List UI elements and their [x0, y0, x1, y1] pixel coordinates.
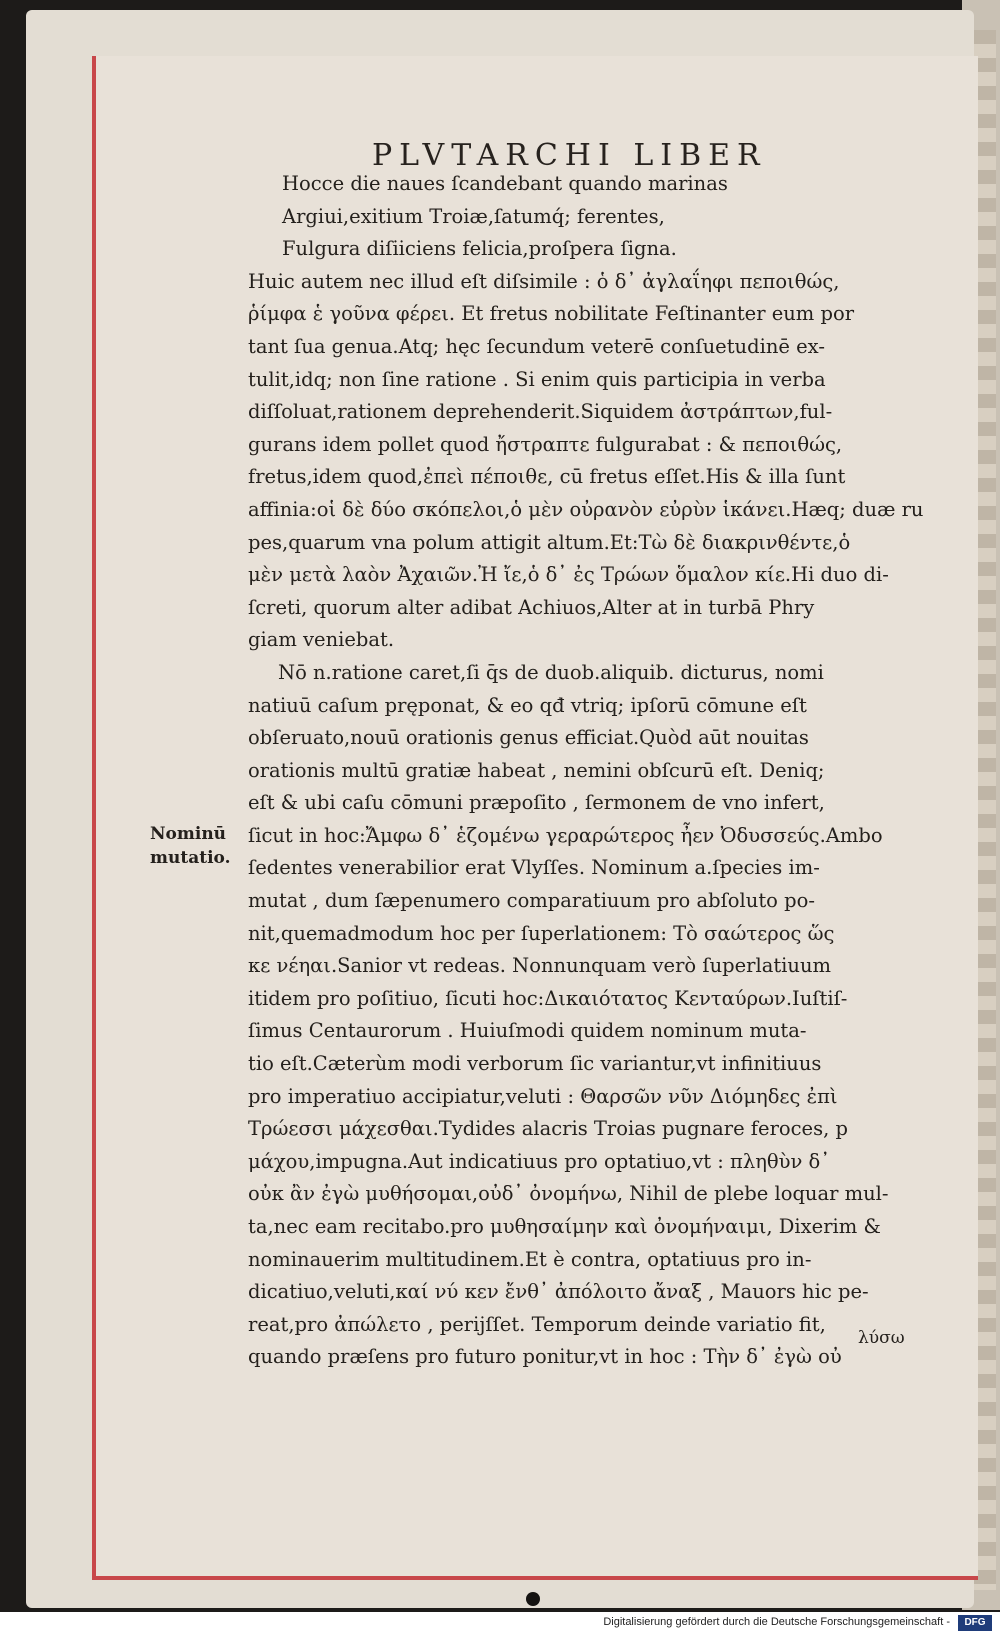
text-line: Nō n.ratione caret,ſi q̄s de duob.aliquib. dicturus, nomi: [278, 660, 824, 684]
text-line: pro imperatiuo accipiatur,veluti : Θαρσῶν νῦν Διόμηδες ἐπὶ: [248, 1084, 838, 1108]
text-line: reat,pro ἀπώλετο , perijſſet. Temporum deinde variatio fit,: [248, 1312, 826, 1336]
text-line: μὲν μετὰ λαὸν Ἀχαιῶν.Ἠ ἴε,ὁ δ᾽ ἐς Τρώων ὅμαλον κίε.Hi duo di-: [248, 563, 889, 587]
text-line: ſedentes venerabilior erat Vlyſſes. Nominum a.ſpecies im-: [248, 856, 820, 880]
text-line: itidem pro poſitiuo, ſicuti hoc:Δικαιότατος Κενταύρων.Iuſtiſ-: [248, 986, 848, 1010]
text-line: Argiui,exitium Troiæ,ſatumq́; ferentes,: [282, 204, 665, 228]
margin-note: [150, 822, 230, 870]
body-text: [248, 168, 924, 1374]
ink-dot: [526, 1592, 540, 1606]
text-line: affinia:οἱ δὲ δύο σκόπελοι,ὁ μὲν οὐρανὸν εὐρὺν ἱκάνει.Hæq; duæ ru: [248, 497, 924, 521]
text-line: οὐκ ἂν ἐγὼ μυθήσομαι,οὐδ᾽ ὀνομήνω, Nihil de plebe loquar mul-: [248, 1182, 889, 1206]
text-line: natiuū caſum pręponat, & eo qđ vtriq; ipſorū cōmune eſt: [248, 693, 807, 717]
text-line: quando præſens pro futuro ponitur,vt in hoc : Τὴν δ᾽ ἐγὼ οὐ: [248, 1345, 842, 1369]
text-line: ſcreti, quorum alter adibat Achiuos,Alter at in turbā Phry: [248, 595, 815, 619]
dfg-logo: DFG: [958, 1615, 992, 1631]
footer-bar: [0, 1612, 1000, 1636]
text-line: tulit,idq; non ſine ratione . Si enim quis participia in verba: [248, 367, 826, 391]
footer-credit: Digitalisierung gefördert durch die Deutsche Forschungsgemeinschaft -: [603, 1616, 950, 1628]
text-line: gurans idem pollet quod ἤστραπτε fulgurabat : & πεποιθώς,: [248, 432, 843, 456]
text-line: ſimus Centaurorum . Huiuſmodi quidem nominum muta-: [248, 1019, 807, 1043]
text-line: Huic autem nec illud eſt diſsimile : ὁ δ᾽ ἀγλαΐηφι πεποιθώς,: [248, 269, 840, 293]
text-line: ſicut in hoc:Ἄμφω δ᾽ ἑζομένω γεραρώτερος ἦεν Ὀδυσσεύς.Ambo: [248, 823, 883, 847]
text-line: fretus,idem quod,ἐπεὶ πέποιθε, cū fretus eſſet.His & illa ſunt: [248, 465, 846, 489]
margin-note-line: mutatio.: [150, 848, 231, 868]
text-line: Fulgura diſiiciens felicia,proſpera ſigna.: [282, 237, 677, 261]
text-line: mutat , dum ſæpenumero comparatiuum pro abſoluto po-: [248, 889, 815, 913]
running-head: PLVTARCHI LIBER: [372, 138, 767, 173]
text-line: tio eſt.Cæterùm modi verborum ſic variantur,vt infinitiuus: [248, 1052, 822, 1076]
text-line: dicatiuo,veluti,καί νύ κεν ἔνθ᾽ ἀπόλοιτο ἄναξ , Mauors hic pe-: [248, 1280, 869, 1304]
text-line: nit,quemadmodum hoc per ſuperlationem: Τὸ σαώτερος ὥς: [248, 921, 835, 945]
text-line: ῥίμφα ἑ γοῦνα φέρει. Et fretus nobilitate Feſtinanter eum por: [248, 302, 855, 326]
text-line: eſt & ubi caſu cōmuni præpoſito , ſermonem de vno infert,: [248, 791, 825, 815]
text-line: diſſoluat,rationem deprehenderit.Siquidem ἀστράπτων,ful-: [248, 400, 833, 424]
text-line: orationis multū gratiæ habeat , nemini obſcurū eſt. Deniq;: [248, 758, 825, 782]
margin-note-line: Nominū: [150, 824, 227, 844]
text-line: κε νέηαι.Sanior vt redeas. Nonnunquam verò ſuperlatiuum: [248, 954, 832, 978]
text-line: nominauerim multitudinem.Et è contra, optatiuus pro in-: [248, 1247, 812, 1271]
text-line: giam veniebat.: [248, 628, 395, 652]
text-line: Hocce die naues ſcandebant quando marinas: [282, 172, 728, 195]
catchword: λύσω: [858, 1328, 905, 1348]
text-line: ta,nec eam recitabo.pro μυθησαίμην καὶ ὀνομήναιμι, Dixerim &: [248, 1215, 881, 1238]
text-line: obſeruato,nouū orationis genus efficiat.Quòd aūt nouitas: [248, 726, 809, 750]
text-line: Τρώεσσι μάχεσθαι.Tydides alacris Troias pugnare feroces, p: [248, 1117, 848, 1141]
text-line: tant ſua genua.Atq; hęc ſecundum veterē conſuetudinē ex-: [248, 334, 825, 358]
text-line: pes,quarum vna polum attigit altum.Et:Τὼ δὲ διακρινθέντε,ὁ: [248, 530, 851, 554]
text-line: μάχου,impugna.Aut indicatiuus pro optatiuo,vt : πληθὺν δ᾽: [248, 1149, 831, 1173]
